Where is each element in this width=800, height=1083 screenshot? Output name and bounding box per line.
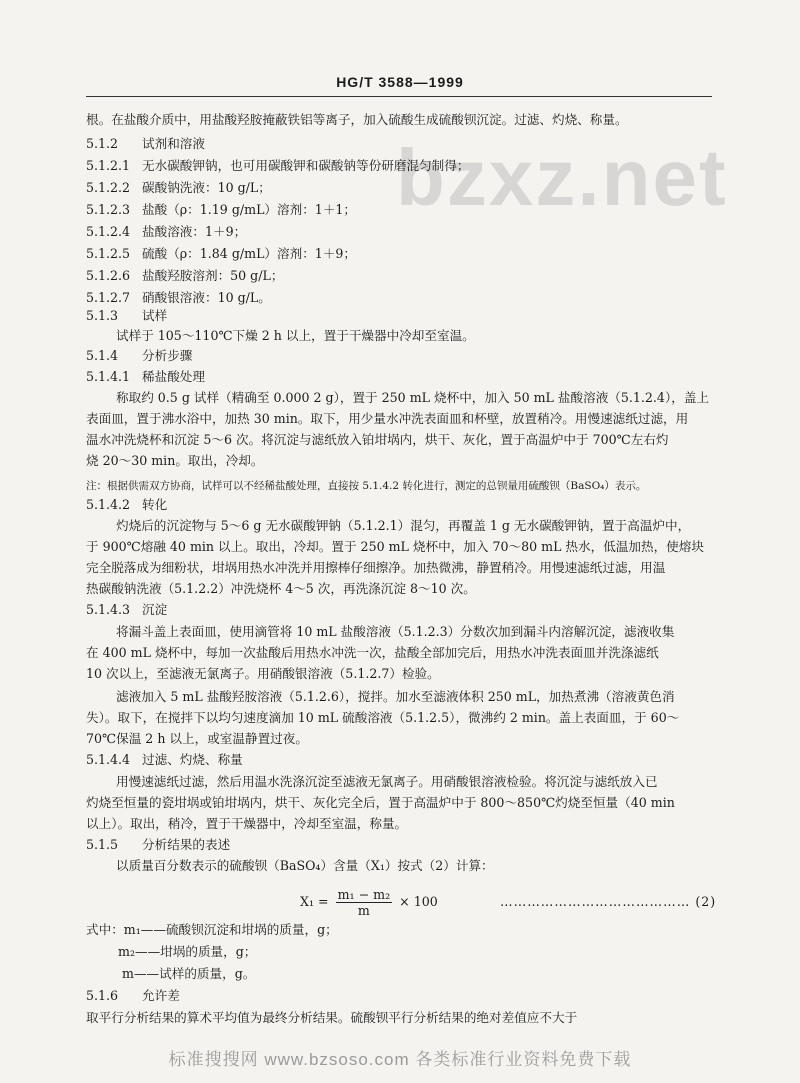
section-5-1-4 — [86, 348, 192, 364]
formula-denominator: m — [357, 903, 370, 918]
paragraph-line: 烧 20～30 min。取出，冷却。 — [86, 453, 264, 468]
section-5-1-4-2 — [86, 497, 167, 513]
paragraph-line: 以上）。取出，稍冷，置于干燥器中，冷却至室温，称量。 — [86, 816, 408, 831]
paragraph-line: 温水冲洗烧杯和沉淀 5～6 次。将沉淀与滤纸放入铂坩埚内，烘干、灰化，置于高温炉中于 700℃左右灼 — [86, 432, 669, 447]
item-5-1-2-3 — [86, 202, 356, 218]
section-number: 5.1.5 — [86, 837, 119, 852]
item-text: 硫酸（ρ：1.84 g/mL）溶剂：1＋9； — [142, 246, 357, 261]
formula-2 — [300, 887, 438, 918]
item-text: 盐酸溶液：1＋9； — [142, 224, 247, 239]
item-text: 盐酸羟胺溶剂：50 g/L； — [142, 268, 284, 283]
item-text: 无水碳酸钾钠，也可用碳酸钾和碳酸钠等份研磨混匀制得； — [142, 158, 470, 173]
paragraph-line: 表面皿，置于沸水浴中，加热 30 min。取下，用少量水冲洗表面皿和杯壁，放置稍冷。用慢速滤纸过滤，用 — [86, 411, 689, 426]
footer-watermark: 标准搜搜网 www.bzsoso.com 各类标准行业资料免费下载 — [168, 1050, 632, 1069]
item-5-1-2-6 — [86, 268, 283, 284]
section-number: 5.1.4.2 — [86, 497, 131, 512]
section-title: 稀盐酸处理 — [142, 369, 205, 384]
section-number: 5.1.4.1 — [86, 369, 131, 384]
paragraph-line: 10 次以上，至滤液无氯离子。用硝酸银溶液（5.1.2.7）检验。 — [86, 666, 440, 681]
paragraph-line: 灼烧至恒量的瓷坩埚或铂坩埚内，烘干、灰化完全后，置于高温炉中于 800～850℃灼烧至恒量（40 min — [86, 795, 675, 810]
paragraph-line: 取平行分析结果的算术平均值为最终分析结果。硫酸钡平行分析结果的绝对差值应不大于 — [86, 1010, 578, 1025]
section-number: 5.1.4.3 — [86, 602, 131, 617]
paragraph-line: 热碳酸钠洗液（5.1.2.2）冲洗烧杯 4～5 次，再洗涤沉淀 8～10 次。 — [86, 581, 476, 596]
paragraph-line: 在 400 mL 烧杯中，每加一次盐酸后用热水冲洗一次，盐酸全部加完后，用热水冲洗表面皿并洗涤滤纸 — [86, 645, 659, 660]
section-5-1-4-1 — [86, 369, 205, 385]
section-5-1-4-4 — [86, 752, 243, 768]
section-5-1-4-3 — [86, 602, 167, 618]
paragraph-line: 灼烧后的沉淀物与 5～6 g 无水碳酸钾钠（5.1.2.1）混匀，再覆盖 1 g 无水碳酸钾钠，置于高温炉中， — [116, 518, 691, 533]
section-title: 过滤、灼烧、称量 — [142, 752, 243, 767]
header-rule — [86, 96, 712, 97]
paragraph-line: 以质量百分数表示的硫酸钡（BaSO₄）含量（X₁）按式（2）计算： — [116, 858, 494, 873]
section-number: 5.1.4.4 — [86, 752, 131, 767]
item-text: 硝酸银溶液：10 g/L。 — [142, 290, 271, 305]
section-title: 试样 — [142, 308, 168, 323]
item-number: 5.1.2.1 — [86, 158, 131, 173]
item-5-1-2-5 — [86, 246, 356, 262]
equation-number: …………………………………… (2) — [500, 894, 717, 909]
section-title: 分析步骤 — [142, 348, 193, 363]
where-line: 式中：m₁——硫酸钡沉淀和坩埚的质量，g； — [86, 922, 338, 937]
note-line: 注：根据供需双方协商，试样可以不经稀盐酸处理，直接按 5.1.4.2 转化进行，测定的总钡量用硫酸钡（BaSO₄）表示。 — [86, 480, 647, 492]
item-5-1-2-2 — [86, 180, 271, 196]
item-5-1-2-7 — [86, 290, 271, 306]
section-title: 试剂和溶液 — [142, 136, 205, 151]
section-number: 5.1.2 — [86, 136, 119, 151]
section-title: 转化 — [142, 497, 168, 512]
section-5-1-3 — [86, 308, 167, 324]
section-5-1-2 — [86, 136, 205, 152]
paragraph-line: 于 900℃熔融 40 min 以上。取出，冷却。置于 250 mL 烧杯中，加入 70～80 mL 热水，低温加热，使熔块 — [86, 539, 704, 554]
section-5-1-5 — [86, 837, 230, 853]
paragraph-line: 称取约 0.5 g 试样（精确至 0.000 2 g），置于 250 mL 烧杯中，加入 50 mL 盐酸溶液（5.1.2.4），盖上 — [116, 390, 710, 405]
section-number: 5.1.3 — [86, 308, 119, 323]
paragraph-line: 将漏斗盖上表面皿，使用滴管将 10 mL 盐酸溶液（5.1.2.3）分数次加到漏斗内溶解沉淀，滤液收集 — [116, 624, 675, 639]
paragraph-line: 完全脱落成为细粉状，坩埚用热水冲洗并用擦棒仔细擦净。加热微沸，静置稍冷。用慢速滤纸过滤，用温 — [86, 560, 666, 575]
item-5-1-2-1 — [86, 158, 469, 174]
sample-paragraph: 试样于 105～110℃下燥 2 h 以上，置于干燥器中冷却至室温。 — [116, 328, 475, 343]
section-number: 5.1.4 — [86, 348, 119, 363]
section-number: 5.1.6 — [86, 988, 119, 1003]
where-line: m₂——坩埚的质量，g； — [118, 944, 257, 959]
section-5-1-6 — [86, 988, 180, 1004]
item-5-1-2-4 — [86, 224, 246, 240]
section-title: 允许差 — [142, 988, 180, 1003]
intro-line: 根。在盐酸介质中，用盐酸羟胺掩蔽铁铝等离子，加入硫酸生成硫酸钡沉淀。过滤、灼烧、称量。 — [86, 112, 628, 127]
paragraph-line: 70℃保温 2 h 以上，或室温静置过夜。 — [86, 731, 308, 746]
formula-numerator: m₁ − m₂ — [337, 887, 391, 902]
paragraph-line: 滤液加入 5 mL 盐酸羟胺溶液（5.1.2.6），搅拌。加水至滤液体积 250 mL，加热煮沸（溶液黄色消 — [116, 689, 675, 704]
item-number: 5.1.2.4 — [86, 224, 131, 239]
section-title: 沉淀 — [142, 602, 168, 617]
formula-tail: × 100 — [399, 894, 438, 909]
paragraph-line: 失）。取下，在搅拌下以均匀速度滴加 10 mL 硫酸溶液（5.1.2.5），微沸约 2 min。盖上表面皿，于 60～ — [86, 710, 680, 725]
formula-lhs: X₁ = — [300, 894, 329, 909]
watermark: bzxz.net — [396, 133, 728, 222]
where-line: m——试样的质量，g。 — [122, 966, 256, 981]
standard-code-header: HG/T 3588—1999 — [336, 74, 464, 90]
item-number: 5.1.2.7 — [86, 290, 131, 305]
paragraph-line: 用慢速滤纸过滤，然后用温水洗涤沉淀至滤液无氯离子。用硝酸银溶液检验。将沉淀与滤纸放入已 — [116, 774, 658, 789]
formula-fraction — [336, 887, 393, 918]
item-text: 盐酸（ρ：1.19 g/mL）溶剂：1＋1； — [142, 202, 357, 217]
item-number: 5.1.2.6 — [86, 268, 131, 283]
section-title: 分析结果的表述 — [142, 837, 231, 852]
item-number: 5.1.2.3 — [86, 202, 131, 217]
item-number: 5.1.2.5 — [86, 246, 131, 261]
item-number: 5.1.2.2 — [86, 180, 131, 195]
item-text: 碳酸钠洗液：10 g/L； — [142, 180, 271, 195]
